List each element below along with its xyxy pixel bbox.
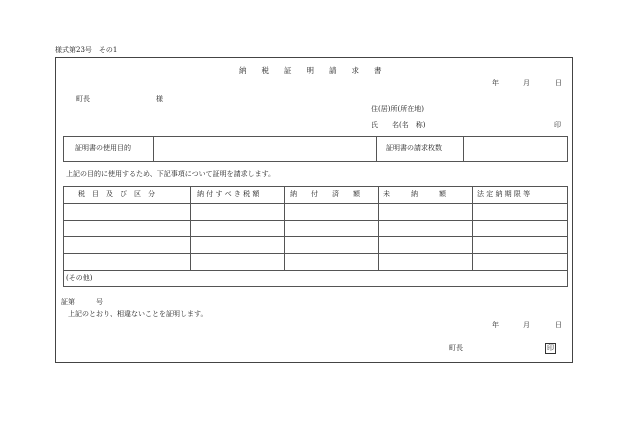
purpose-label: 証明書の使用目的	[75, 144, 131, 152]
applicant-name-label: 氏 名(名 称)	[371, 121, 426, 129]
certificate-day: 日	[555, 321, 562, 329]
header-amount-due: 納 付 す べ き 税 額	[197, 190, 260, 198]
count-label: 証明書の請求枚数	[386, 144, 442, 152]
other-label: (その他)	[66, 274, 93, 282]
header-deadline: 法 定 納 期 限 等	[477, 190, 531, 198]
header-amount-unpaid: 未 納 額	[383, 190, 446, 198]
applicant-seal: 印	[554, 121, 561, 129]
certificate-year: 年	[492, 321, 499, 329]
request-form	[55, 57, 573, 363]
certificate-number: 証第 号	[61, 298, 103, 306]
form-number: 様式第23号 その1	[55, 46, 118, 54]
applicant-address-label: 住(居)所(所在地)	[371, 105, 424, 113]
addressee-mayor: 町長	[76, 95, 90, 103]
certificate-month: 月	[523, 321, 530, 329]
official-seal-box: 印	[547, 344, 554, 352]
form-title: 納 税 証 明 請 求 書	[239, 66, 382, 75]
header-amount-paid: 納 付 済 額	[290, 190, 360, 198]
request-day: 日	[555, 79, 562, 87]
purpose-row	[63, 136, 568, 162]
certificate-mayor: 町長	[449, 344, 463, 352]
request-sentence: 上記の目的に使用するため、下記事項について証明を請求します。	[66, 170, 276, 178]
certificate-statement: 上記のとおり、相違ないことを証明します。	[68, 310, 208, 318]
request-year: 年	[492, 79, 499, 87]
request-month: 月	[523, 79, 530, 87]
header-tax-item: 税 目 及 び 区 分	[78, 190, 155, 198]
addressee-honorific: 様	[156, 95, 163, 103]
